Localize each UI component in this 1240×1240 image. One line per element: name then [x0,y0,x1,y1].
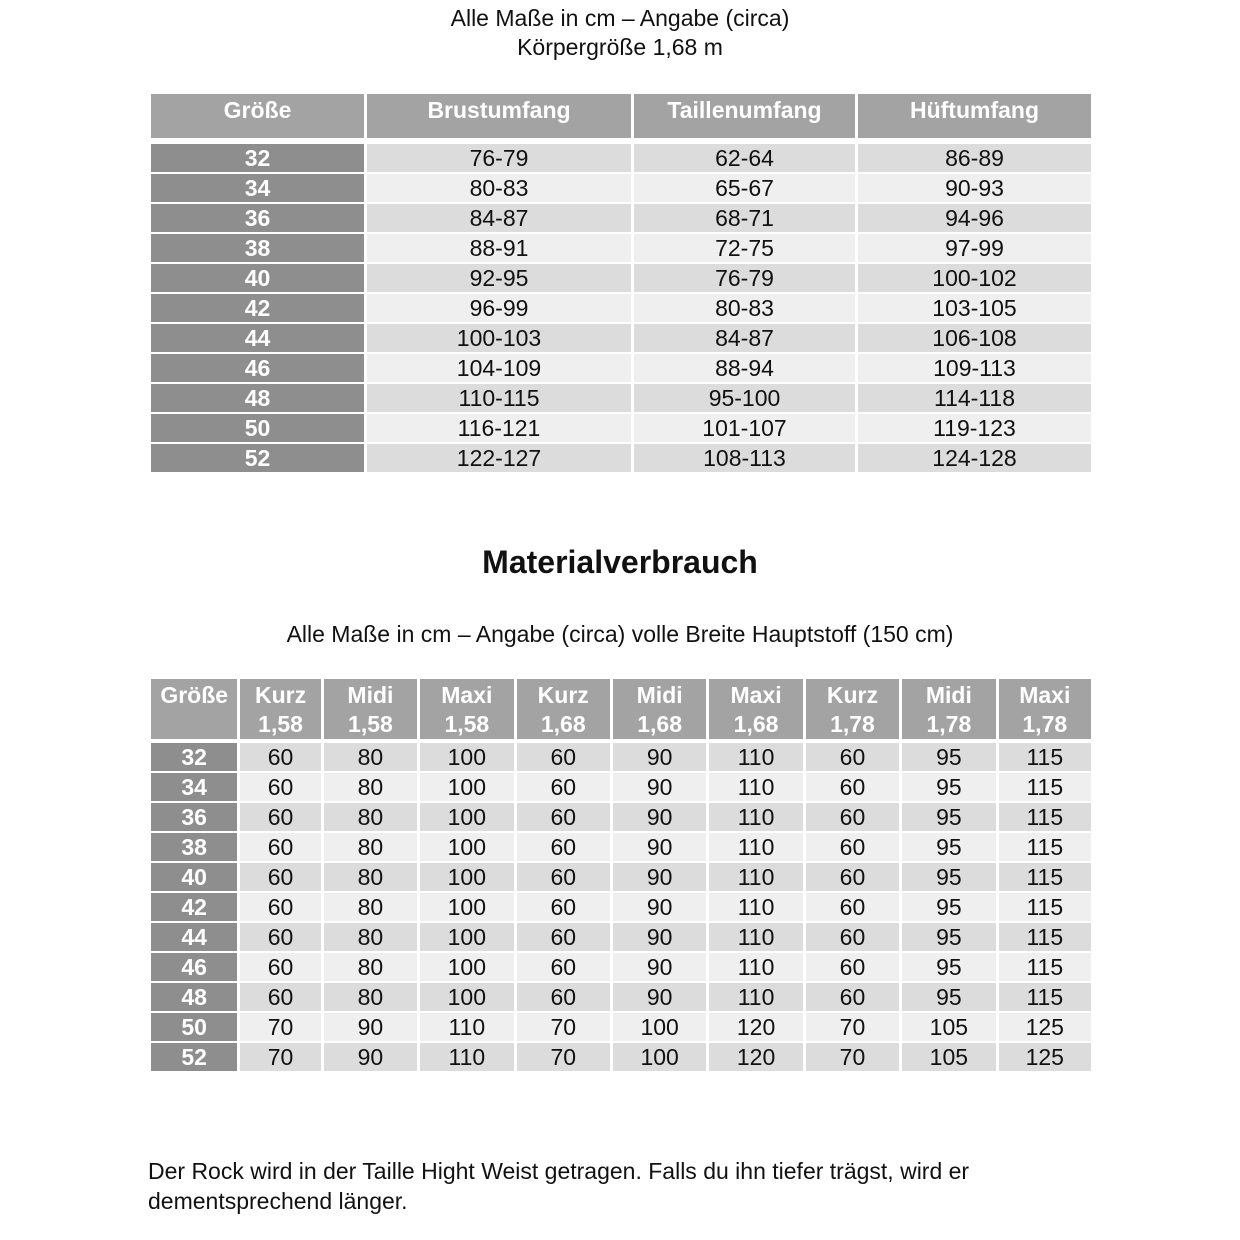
material-header-cell [420,679,513,739]
header-line1: Maxi [730,682,782,708]
value-cell: 103-105 [858,292,1091,322]
value-cell: 70 [517,1041,610,1071]
table-row [151,741,1091,771]
header-brustumfang: Brustumfang [367,94,631,138]
value-cell: 90 [613,771,706,801]
value-cell: 105 [902,1041,995,1071]
measurements-table [148,94,1094,472]
value-cell: 122-127 [367,442,631,472]
value-cell: 95 [902,951,995,981]
value-cell: 116-121 [367,412,631,442]
value-cell: 94-96 [858,202,1091,232]
value-cell: 72-75 [634,232,855,262]
header-taillenumfang: Taillenumfang [634,94,855,138]
value-cell: 104-109 [367,352,631,382]
value-cell: 125 [999,1011,1091,1041]
table-row [151,232,1091,262]
material-header-cell [806,679,899,739]
material-header-cell [151,679,237,739]
value-cell: 60 [806,981,899,1011]
material-subtitle: Alle Maße in cm – Angabe (circa) volle Breite Hauptstoff (150 cm) [286,621,954,647]
value-cell: 115 [999,891,1091,921]
value-cell: 110 [709,741,802,771]
table-row [151,891,1091,921]
value-cell: 70 [517,1011,610,1041]
value-cell: 60 [806,921,899,951]
value-cell: 80 [324,891,417,921]
value-cell: 115 [999,921,1091,951]
material-header-row [151,679,1091,739]
value-cell: 110 [709,801,802,831]
value-cell: 108-113 [634,442,855,472]
value-cell: 100 [420,831,513,861]
value-cell: 115 [999,741,1091,771]
value-cell: 60 [240,861,320,891]
value-cell: 100-102 [858,262,1091,292]
value-cell: 62-64 [634,142,855,172]
material-header-cell [902,679,995,739]
value-cell: 60 [806,891,899,921]
table-row [151,771,1091,801]
value-cell: 60 [517,861,610,891]
header-line1: Kurz [537,682,589,708]
value-cell: 100 [420,921,513,951]
value-cell: 110 [709,891,802,921]
header-line1: Kurz [826,682,879,708]
value-cell: 60 [240,741,320,771]
value-cell: 90-93 [858,172,1091,202]
value-cell: 95 [902,741,995,771]
value-cell: 100-103 [367,322,631,352]
value-cell: 115 [999,981,1091,1011]
value-cell: 60 [806,741,899,771]
value-cell: 95 [902,981,995,1011]
value-cell: 88-94 [634,352,855,382]
value-cell: 110 [709,771,802,801]
value-cell: 110 [709,981,802,1011]
value-cell: 84-87 [367,202,631,232]
header-line2: 1,58 [258,711,303,737]
table-row [151,951,1091,981]
table-row [151,292,1091,322]
size-cell: 36 [151,801,237,831]
value-cell: 95 [902,861,995,891]
value-cell: 60 [240,771,320,801]
value-cell: 115 [999,861,1091,891]
table-row [151,202,1091,232]
header-groesse: Größe [151,94,364,138]
header-line1: Kurz [254,682,307,708]
value-cell: 84-87 [634,322,855,352]
value-cell: 60 [517,981,610,1011]
value-cell: 80-83 [634,292,855,322]
value-cell: 115 [999,831,1091,861]
material-header-cell [999,679,1091,739]
value-cell: 76-79 [367,142,631,172]
material-header-cell [240,679,320,739]
value-cell: 60 [806,831,899,861]
value-cell: 109-113 [858,352,1091,382]
table-row [151,1011,1091,1041]
header-line1: Midi [925,682,972,708]
value-cell: 95-100 [634,382,855,412]
measurements-subtitle-line2: Körpergröße 1,68 m [517,34,723,60]
size-cell: 46 [151,352,364,382]
value-cell: 60 [240,981,320,1011]
value-cell: 124-128 [858,442,1091,472]
value-cell: 115 [999,801,1091,831]
value-cell: 60 [240,921,320,951]
size-cell: 44 [151,322,364,352]
value-cell: 100 [420,741,513,771]
value-cell: 110 [709,951,802,981]
material-header-cell [709,679,802,739]
value-cell: 100 [420,891,513,921]
value-cell: 95 [902,771,995,801]
header-line1: Midi [636,682,683,708]
value-cell: 68-71 [634,202,855,232]
header-line1: Maxi [441,682,493,708]
value-cell: 80 [324,951,417,981]
value-cell: 90 [613,921,706,951]
value-cell: 86-89 [858,142,1091,172]
header-line2: 1,78 [1022,711,1068,737]
size-cell: 40 [151,861,237,891]
measurements-subtitle [0,4,1240,62]
size-cell: 50 [151,412,364,442]
value-cell: 95 [902,921,995,951]
value-cell: 110 [709,831,802,861]
value-cell: 60 [517,951,610,981]
value-cell: 60 [517,771,610,801]
measurements-header-row [151,94,1091,138]
table-row [151,861,1091,891]
header-line2: 1,58 [348,711,393,737]
value-cell: 60 [240,891,320,921]
measurements-subtitle-line1: Alle Maße in cm – Angabe (circa) [450,5,790,31]
value-cell: 100 [420,951,513,981]
footer-note: Der Rock wird in der Taille Hight Weist getragen. Falls du ihn tiefer trägst, wird er dementsprechend länger. [148,1158,970,1214]
size-cell: 52 [151,442,364,472]
value-cell: 90 [613,741,706,771]
value-cell: 60 [806,771,899,801]
table-row [151,262,1091,292]
value-cell: 115 [999,771,1091,801]
value-cell: 88-91 [367,232,631,262]
value-cell: 65-67 [634,172,855,202]
table-row [151,142,1091,172]
size-cell: 42 [151,891,237,921]
value-cell: 110-115 [367,382,631,412]
table-row [151,981,1091,1011]
value-cell: 90 [613,951,706,981]
header-line1: Größe [160,682,229,708]
header-line1: Maxi [1019,682,1071,708]
size-cell: 32 [151,741,237,771]
material-title: Materialverbrauch [482,544,758,580]
size-cell: 36 [151,202,364,232]
value-cell: 110 [709,861,802,891]
header-line1: Midi [347,682,394,708]
value-cell: 80 [324,921,417,951]
value-cell: 60 [517,801,610,831]
value-cell: 90 [613,831,706,861]
value-cell: 105 [902,1011,995,1041]
table-row [151,352,1091,382]
size-cell: 40 [151,262,364,292]
size-cell: 44 [151,921,237,951]
material-table [148,679,1094,1071]
value-cell: 100 [420,861,513,891]
value-cell: 60 [806,951,899,981]
value-cell: 92-95 [367,262,631,292]
value-cell: 60 [517,741,610,771]
material-header-cell [613,679,706,739]
size-cell: 38 [151,232,364,262]
value-cell: 70 [806,1011,899,1041]
value-cell: 115 [999,951,1091,981]
value-cell: 60 [517,921,610,951]
value-cell: 90 [613,801,706,831]
size-cell: 48 [151,981,237,1011]
value-cell: 110 [420,1011,513,1041]
value-cell: 100 [420,801,513,831]
value-cell: 125 [999,1041,1091,1071]
table-row [151,921,1091,951]
table-row [151,382,1091,412]
value-cell: 76-79 [634,262,855,292]
value-cell: 60 [806,801,899,831]
value-cell: 110 [709,921,802,951]
value-cell: 60 [240,801,320,831]
table-row [151,442,1091,472]
size-cell: 34 [151,771,237,801]
value-cell: 80 [324,741,417,771]
value-cell: 60 [806,861,899,891]
header-line2: 1,78 [926,711,972,737]
value-cell: 70 [240,1011,320,1041]
value-cell: 101-107 [634,412,855,442]
value-cell: 60 [517,831,610,861]
table-row [151,412,1091,442]
table-row [151,1041,1091,1071]
value-cell: 70 [806,1041,899,1071]
value-cell: 97-99 [858,232,1091,262]
value-cell: 95 [902,801,995,831]
value-cell: 80 [324,981,417,1011]
value-cell: 119-123 [858,412,1091,442]
value-cell: 70 [240,1041,320,1071]
material-header-cell [517,679,610,739]
value-cell: 60 [517,891,610,921]
value-cell: 100 [420,981,513,1011]
value-cell: 90 [324,1041,417,1071]
value-cell: 95 [902,831,995,861]
value-cell: 95 [902,891,995,921]
size-cell: 42 [151,292,364,322]
value-cell: 100 [613,1011,706,1041]
header-line2: 1,68 [733,711,779,737]
value-cell: 106-108 [858,322,1091,352]
value-cell: 80-83 [367,172,631,202]
header-line2: 1,68 [540,711,586,737]
size-cell: 38 [151,831,237,861]
value-cell: 100 [420,771,513,801]
value-cell: 90 [613,981,706,1011]
header-line2: 1,68 [637,711,683,737]
value-cell: 60 [240,831,320,861]
table-row [151,322,1091,352]
value-cell: 96-99 [367,292,631,322]
value-cell: 110 [420,1041,513,1071]
value-cell: 90 [324,1011,417,1041]
size-cell: 46 [151,951,237,981]
value-cell: 90 [613,891,706,921]
value-cell: 120 [709,1041,802,1071]
material-header-cell [324,679,417,739]
size-cell: 48 [151,382,364,412]
value-cell: 60 [240,951,320,981]
value-cell: 90 [613,861,706,891]
value-cell: 114-118 [858,382,1091,412]
size-cell: 52 [151,1041,237,1071]
value-cell: 80 [324,771,417,801]
value-cell: 80 [324,831,417,861]
value-cell: 120 [709,1011,802,1041]
value-cell: 100 [613,1041,706,1071]
table-row [151,801,1091,831]
size-cell: 50 [151,1011,237,1041]
value-cell: 80 [324,861,417,891]
size-cell: 32 [151,142,364,172]
table-row [151,831,1091,861]
header-line2: 1,58 [444,711,490,737]
table-row [151,172,1091,202]
size-cell: 34 [151,172,364,202]
header-hueftumfang: Hüftumfang [858,94,1091,138]
value-cell: 80 [324,801,417,831]
header-line2: 1,78 [830,711,875,737]
